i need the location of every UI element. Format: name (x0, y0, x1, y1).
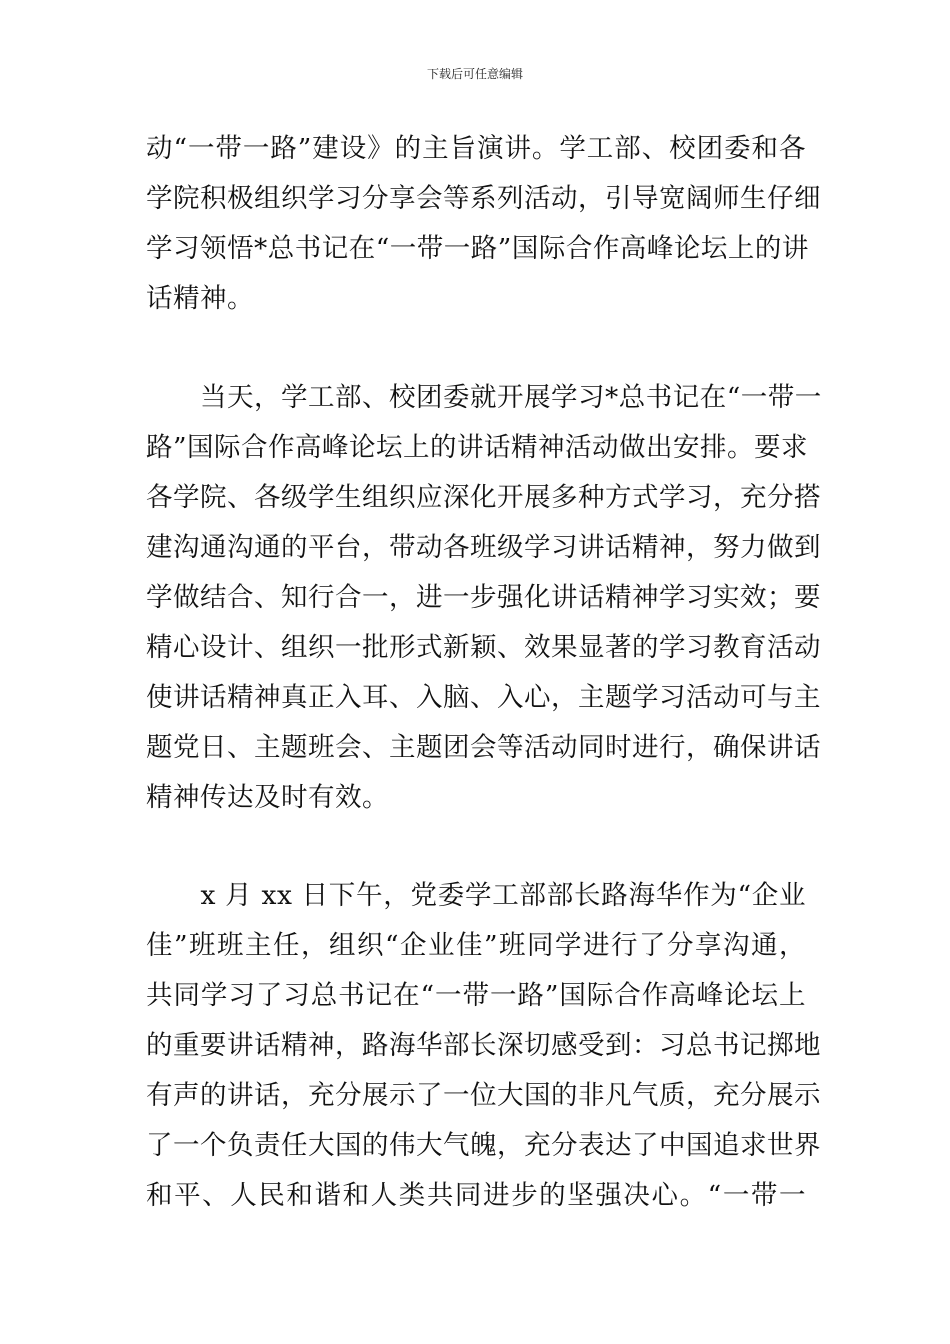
page-header: 下载后可任意编辑 (426, 67, 523, 81)
paragraph-2-line-3: 各学院、各级学生组织应深化开展多种方式学习，充分搭 (146, 482, 821, 513)
paragraph-2-line-5: 学做结合、知行合一，进一步强化讲话精神学习实效；要 (146, 582, 821, 613)
paragraph-3-line-5: 有声的讲话，充分展示了一位大国的非凡气质，充分展示 (146, 1080, 821, 1111)
paragraph-2-line-2: 路”国际合作高峰论坛上的讲话精神活动做出安排。要求 (146, 432, 809, 463)
paragraph-2-line-4: 建沟通沟通的平台，带动各班级学习讲话精神，努力做到 (146, 532, 821, 563)
paragraph-2-line-9: 精神传达及时有效。 (146, 782, 389, 813)
paragraph-3-line-1: x 月 xx 日下午，党委学工部部长路海华作为“企业 (146, 880, 806, 911)
paragraph-1-line-2: 学院积极组织学习分享会等系列活动，引导宽阔师生仔细 (146, 183, 821, 214)
paragraph-2-line-8: 题党日、主题班会、主题团会等活动同时进行，确保讲话 (146, 732, 821, 763)
paragraph-2-line-1: 当天，学工部、校团委就开展学习*总书记在“一带一 (146, 382, 822, 413)
paragraph-3-line-3: 共同学习了习总书记在“一带一路”国际合作高峰论坛上 (146, 980, 806, 1011)
paragraph-3-line-4: 的重要讲话精神，路海华部长深切感受到：习总书记掷地 (146, 1030, 821, 1061)
paragraph-3-line-7: 和平、人民和谐和人类共同进步的坚强决心。“一带一 (146, 1180, 806, 1211)
paragraph-1-line-1: 动“一带一路”建设》的主旨演讲。学工部、校团委和各 (146, 133, 806, 164)
paragraph-3-line-2: 佳”班班主任，组织“企业佳”班同学进行了分享沟通， (146, 930, 806, 961)
paragraph-2-line-6: 精心设计、组织一批形式新颖、效果显著的学习教育活动 (146, 632, 821, 663)
paragraph-2-line-7: 使讲话精神真正入耳、入脑、入心，主题学习活动可与主 (146, 682, 821, 713)
paragraph-3-line-6: 了一个负责任大国的伟大气魄，充分表达了中国追求世界 (146, 1130, 821, 1161)
paragraph-1-line-4: 话精神。 (146, 283, 254, 314)
paragraph-1-line-3: 学习领悟*总书记在“一带一路”国际合作高峰论坛上的讲 (146, 233, 809, 264)
